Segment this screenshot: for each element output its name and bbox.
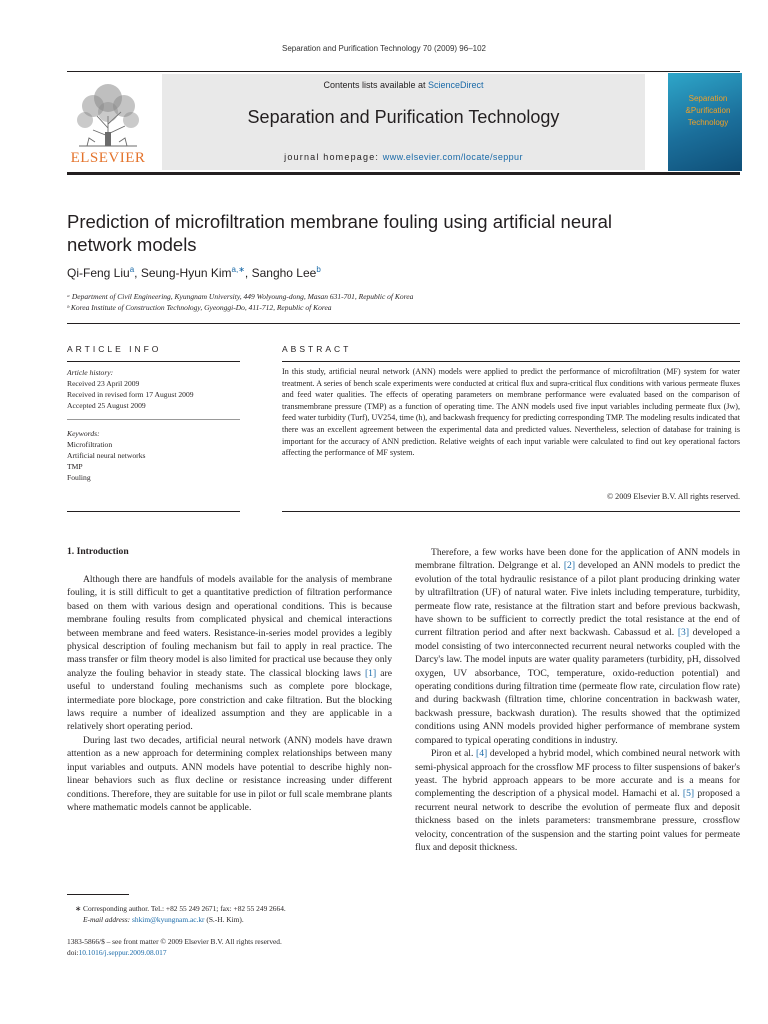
text-run: are useful to understand fouling mechanisms such as complete pore blockage, intermediate pore blockage, pore constriction and cake filtration. But the blocking laws require a number of idealized assumption and they are applicable in a relatively short operating period. (67, 667, 392, 733)
section-heading-introduction: 1. Introduction (67, 546, 129, 557)
abstract-rule (282, 361, 740, 362)
history-received: Received 23 April 2009 (67, 379, 140, 388)
email-link[interactable]: shkim@kyungnam.ac.kr (132, 915, 205, 924)
body-paragraph (415, 747, 740, 854)
citation-link[interactable]: [5] (682, 788, 695, 800)
text-run: Piron et al. (431, 748, 477, 760)
text-run: Therefore, a few works have been done for the application of ANN models in membrane filtration. Delgrange et al. (415, 547, 740, 572)
affiliation-b: ᵇ Korea Institute of Construction Technology, Gyeonggi-Do, 411-712, Republic of Korea (67, 303, 332, 312)
front-matter-note (67, 936, 397, 958)
citation-link[interactable]: [3] (677, 627, 690, 639)
affiliation-a: ᵃ Department of Civil Engineering, Kyungnam University, 449 Wolyoung-dong, Masan 631-701, Republic of Korea (67, 292, 414, 301)
masthead-bottom-rule (67, 172, 740, 175)
history-keywords-divider (67, 419, 240, 420)
journal-title: Separation and Purification Technology (247, 107, 560, 127)
author-separator: , (244, 266, 252, 280)
sciencedirect-link[interactable]: ScienceDirect (428, 80, 484, 90)
affiliation-rule (67, 323, 740, 324)
journal-cover-image (668, 73, 742, 171)
article-info-rule (67, 361, 240, 362)
author-affiliation-mark[interactable]: a,∗ (231, 265, 245, 274)
cover-title-line: Technology (687, 118, 729, 127)
keyword-item: Microfiltration (67, 440, 113, 449)
publisher-logo-text: ELSEVIER (70, 150, 146, 166)
email-line (75, 914, 405, 925)
author-affiliation-mark[interactable]: a (129, 265, 135, 274)
corresponding-author-contact: ∗ Corresponding author. Tel.: +82 55 249 2671; fax: +82 55 249 2664. (75, 904, 286, 913)
keyword-item: TMP (67, 462, 83, 471)
body-right-column (415, 546, 740, 854)
masthead-top-rule (67, 71, 740, 72)
text-run: developed a hybrid model, which combined neural network with semi-physical approach for the crossflow MF process to filter suspensions of baker's yeast. The hybrid approach appears to be more accurate and is a means for complementing the description of a physical model. Hamachi et al. (415, 748, 741, 800)
body-paragraph (67, 573, 392, 734)
author-list (67, 265, 707, 280)
keywords-label: Keywords: (67, 429, 100, 438)
footnote-rule (67, 894, 129, 895)
running-head: Separation and Purification Technology 70 (2009) 96–102 (282, 44, 486, 53)
article-history (67, 367, 242, 411)
author-name: Sangho Lee (251, 266, 317, 280)
corresponding-author-note (67, 903, 405, 925)
article-title-line: network models (67, 234, 197, 255)
issn-line: 1383-5866/$ – see front matter © 2009 Elsevier B.V. All rights reserved. (67, 937, 282, 946)
journal-homepage-link[interactable]: www.elsevier.com/locate/seppur (382, 152, 523, 162)
text-run: proposed a recurrent neural network to describe the evolution of permeate flux and deposit thickness based on the inlets parameters: transmembrane pressure, crossflow velocity, concentration of the suspension and the starting point values for permeate flux and deposit thickness. (415, 788, 740, 853)
author-affiliation-mark[interactable]: b (316, 265, 321, 274)
contents-prefix: Contents lists available at (323, 80, 429, 90)
cover-title-line: Separation (688, 94, 728, 103)
keyword-item: Fouling (67, 473, 91, 482)
body-left-column (67, 573, 392, 814)
cover-title-line: &Purification (685, 106, 731, 115)
history-accepted: Accepted 25 August 2009 (67, 401, 146, 410)
text-run: Although there are handfuls of models available for the analysis of membrane fouling, it is still difficult to get a quantitative prediction of filtration performance based on them with various design and operational conditions. This is because membrane fouling results from complicated physical and chemical interactions between membrane and feed waters. Resistance-in-series model provides a legibly physical description of fouling mechanism but fail to apply in real practice. The mass transfer or film theory model is also limited for practical use because they only analyze the fouling behavior in steady state. The classical blocking laws (67, 574, 392, 679)
text-run: developed a model consisting of two interconnected recurrent neural networks coupled with the Darcy's law. The model inputs are water quality parameters (turbidity, pH, dissolved oxygen, UV absorbance, TOC, temperature, oxido-reduction potential) and operating conditions during filtration time (permeate flow rate, circulation flow rate) and during backwash (filtration time, chlorine concentration in backwash water, backwash pressure, backwash duration). The results showed that the optimized conditions using ANN models provided higher performance of membrane system compared to typical operating conditions in industry. (415, 627, 740, 746)
abstract-bottom-rule (282, 511, 740, 512)
text-run: developed an ANN models to predict the evolution of the total hydraulic resistance of a pilot plant producing drinking water by ultrafiltration (UF) of natural water. Five inlets including temperature, turbidity, permeate flow rate, resistance at the filtration start and before previous backwash, have shown to be sufficient to correctly predict the total resistance at the end of current filtration period and after next backwash. Cabassud et al. (415, 560, 740, 639)
abstract-text: In this study, artificial neural network (ANN) models were applied to predict the performance of microfiltration (MF) system for water treatment. A series of bench scale experiments were conducted at critical flux and supra-critical flux conditions with various permeate fluxes and feed water qualities. The effects of operating parameters on membrane performance were evaluated based on the comparison of transmembrane pressure (TMP) as a function of operating time. The ANN models used five input variables including permeate flux (Jw), feed water turbidity (Turf), UV254, time (h), and backwash frequency for predicting corresponding TMP. The modeling results indicated that there was an excellent agreement between the experimental data and predicted values. Nevertheless, selection of database for training is important for the accuracy of ANN prediction. Relative weights of each input variable were calculated to find out key operational factors affecting the performance of MF system. (282, 367, 740, 458)
doi-prefix: doi: (67, 948, 79, 957)
keywords-block (67, 428, 242, 483)
citation-link[interactable]: [4] (476, 748, 488, 760)
email-suffix: (S.-H. Kim). (204, 915, 244, 924)
citation-link[interactable]: [1] (364, 667, 377, 679)
doi-link[interactable]: 10.1016/j.seppur.2009.08.017 (78, 948, 167, 957)
history-revised: Received in revised form 17 August 2009 (67, 390, 194, 399)
abstract-heading: ABSTRACT (282, 344, 352, 354)
article-title-line: Prediction of microfiltration membrane fouling using artificial neural (67, 211, 612, 232)
article-title (67, 210, 707, 256)
contents-availability-line (162, 80, 645, 90)
author-name: Qi-Feng Liu (67, 266, 130, 280)
author-name: Seung-Hyun Kim (140, 266, 232, 280)
body-paragraph (415, 546, 740, 747)
abstract-copyright: © 2009 Elsevier B.V. All rights reserved. (606, 492, 740, 501)
article-info-heading: ARTICLE INFO (67, 344, 162, 354)
doi-line (67, 947, 397, 958)
citation-link[interactable]: [2] (563, 560, 576, 572)
cover-title (678, 93, 738, 129)
keyword-item: Artificial neural networks (67, 451, 146, 460)
homepage-prefix: journal homepage: (284, 152, 383, 162)
journal-homepage-line (162, 152, 645, 162)
author-separator: , (134, 266, 141, 280)
body-paragraph: During last two decades, artificial neural network (ANN) models have drawn attention as a new approach for determining complex relationships between many input variables and outputs. ANN models have potential to describe highly non-linear behaviors such as flux decline or resistance increasing under different conditions. Therefore, they are suitable for use in pilot or full scale membrane plants where mathematic models cannot be applicable. (67, 734, 392, 813)
article-history-label: Article history: (67, 368, 114, 377)
email-label: E-mail address: (83, 915, 131, 924)
article-info-bottom-rule (67, 511, 240, 512)
